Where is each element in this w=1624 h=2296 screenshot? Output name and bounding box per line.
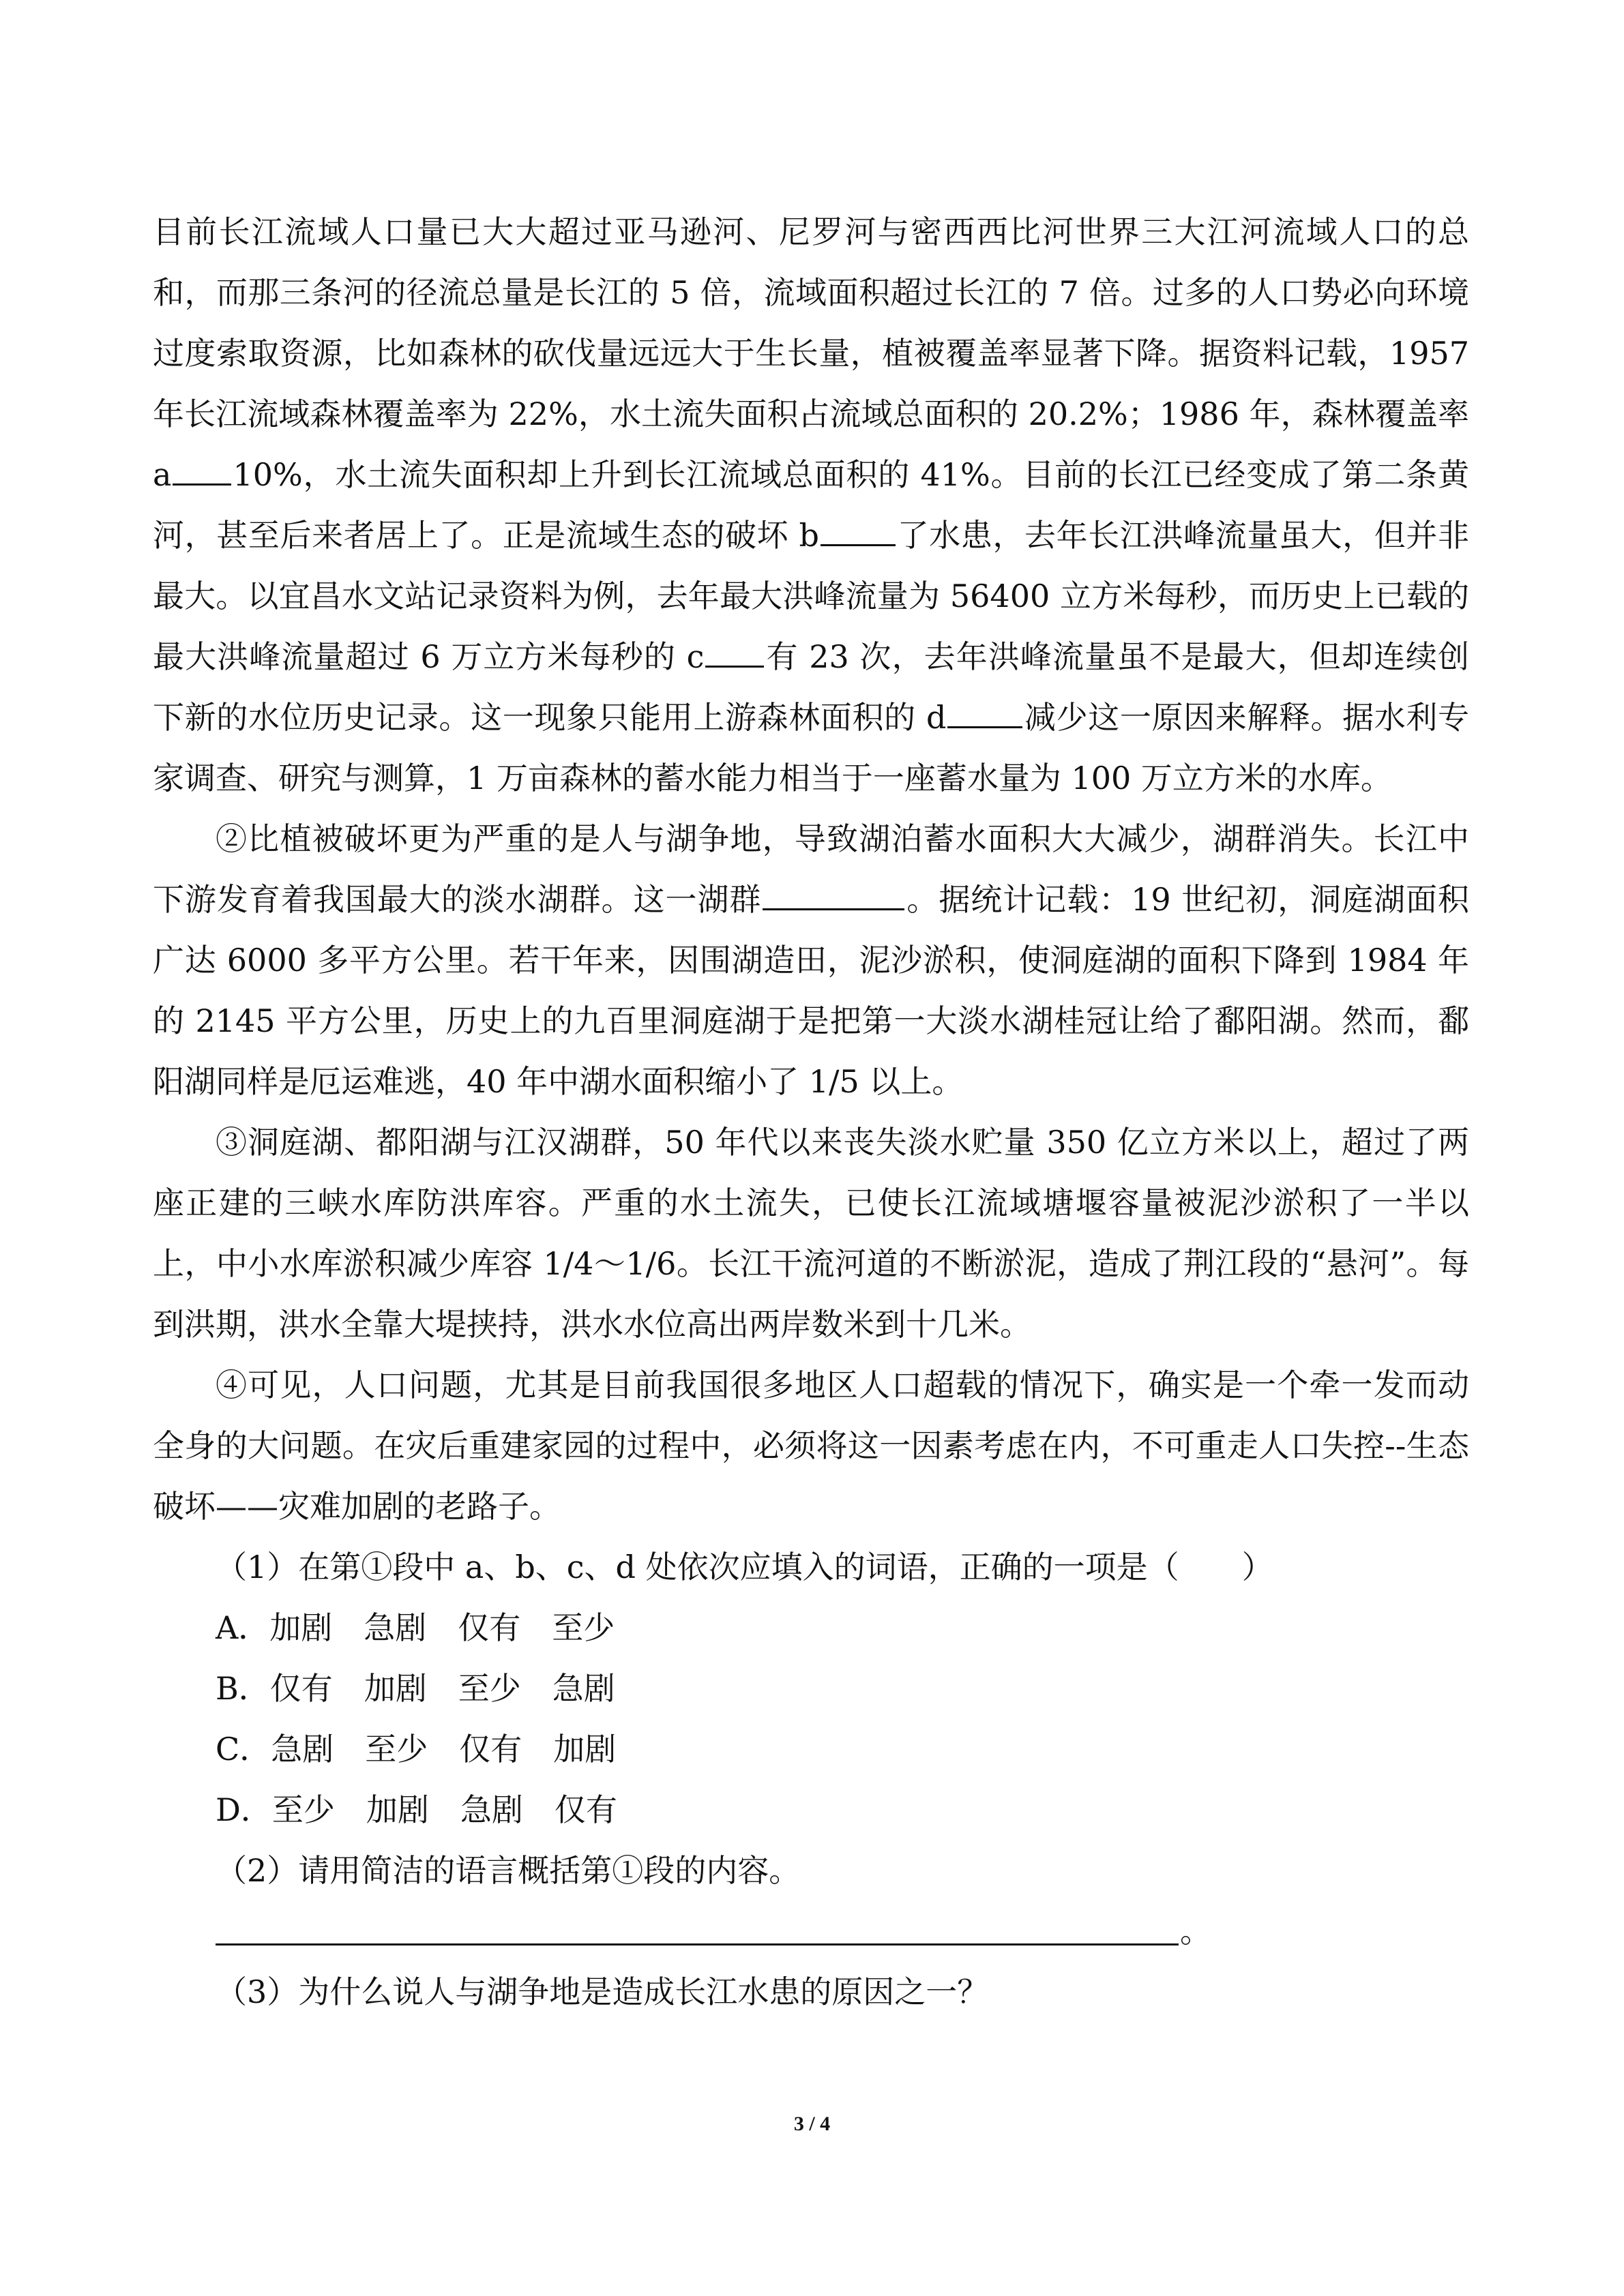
question-2-stem: （2）请用简洁的语言概括第①段的内容。 — [216, 1852, 801, 1889]
paragraph-1 — [153, 202, 1469, 809]
page-number: 3 / 4 — [793, 2113, 831, 2135]
blank-c — [705, 636, 764, 668]
p1-text-1: 目前长江流域人口量已大大超过亚马逊河、尼罗河与密西西比河世界三大江河流域人口的总和，而那三条河的径流总量是长江的 5 倍，流域面积超过长江的 7 倍。过多的人口势必向环境过度索取资源，比如森林的砍伐量远远大于生长量，植被覆盖率显著下降。据资料记载，1957 年长江流域森林覆盖率为 22%，水土流失面积占流域总面积的 20.2%；1986 年，森林覆盖率 a — [153, 213, 1469, 493]
paragraph-2 — [153, 809, 1469, 1112]
question-1-option-b: B．仅有 加剧 至少 急剧 — [216, 1670, 615, 1707]
p1-text-4: 有 23 次，去年洪峰流量虽不是最大，但却连续创下新的水位历史记录。这一现象只能用上游森林面积的 d — [153, 638, 1469, 736]
passage-body — [153, 202, 1469, 2023]
question-1-option-d: D．至少 加剧 急剧 仅有 — [216, 1791, 617, 1828]
answer-underline — [216, 1943, 1179, 1945]
p1-text-5: 减少这一原因来解释。据水利专家调查、研究与测算，1 万亩森林的蓄水能力相当于一座蓄水量为 100 万立方米的水库。 — [153, 699, 1469, 796]
question-3-stem: （3）为什么说人与湖争地是造成长江水患的原因之一？ — [216, 1973, 989, 2010]
p1-text-2: 10%，水土流失面积却上升到长江流域总面积的 41%。目前的长江已经变成了第二条黄河，甚至后来者居上了。正是流域生态的破坏 b — [153, 456, 1469, 554]
question-1-option-c: C．急剧 至少 仅有 加剧 — [216, 1731, 617, 1768]
blank-a — [173, 453, 231, 486]
question-1-stem: （1）在第①段中 a、b、c、d 处依次应填入的词语，正确的一项是（ ） — [216, 1549, 1273, 1585]
question-1-option-a: A．加剧 急剧 仅有 至少 — [216, 1609, 615, 1646]
p2-text-1: ②比植被破坏更为严重的是人与湖争地，导致湖泊蓄水面积大大减少，湖群消失。长江中下游发育着我国最大的淡水湖群。这一湖群 — [153, 820, 1469, 918]
blank-d — [947, 696, 1022, 728]
blank-b — [821, 514, 896, 546]
p2-text-2: 。据统计记载：19 世纪初，洞庭湖面积广达 6000 多平方公里。若干年来，因围湖造田，泥沙淤积，使洞庭湖的面积下降到 1984 年的 2145 平方公里，历史上的九百里洞庭湖于是把第一大淡水湖桂冠让给了鄱阳湖。然而，鄱阳湖同样是厄运难逃，40 年中湖水面积缩小了 1/5 以上。 — [153, 881, 1469, 1100]
paragraph-3: ③洞庭湖、都阳湖与江汉湖群，50 年代以来丧失淡水贮量 350 亿立方米以上，超过了两座正建的三峡水库防洪库容。严重的水土流失，已使长江流域塘堰容量被泥沙淤积了一半以上，中小水库淤积减少库容 1/4～1/6。长江干流河道的不断淤泥，造成了荆江段的“悬河”。每到洪期，洪水全靠大堤挟持，洪水水位高出两岸数米到十几米。 — [153, 1124, 1469, 1343]
blank-lake-group — [763, 878, 904, 910]
paragraph-4: ④可见，人口问题，尤其是目前我国很多地区人口超载的情况下，确实是一个牵一发而动全身的大问题。在灾后重建家园的过程中，必须将这一因素考虑在内，不可重走人口失控--生态破坏——灾难加剧的老路子。 — [153, 1367, 1469, 1525]
answer-line-end-mark: 。 — [1180, 1913, 1211, 1950]
p1-text-3: 了水患，去年长江洪峰流量虽大，但并非最大。以宜昌水文站记录资料为例，去年最大洪峰流量为 56400 立方米每秒，而历史上已载的最大洪峰流量超过 6 万立方米每秒的 c — [153, 517, 1469, 675]
question-2-answer-line[interactable] — [216, 1901, 1469, 1962]
